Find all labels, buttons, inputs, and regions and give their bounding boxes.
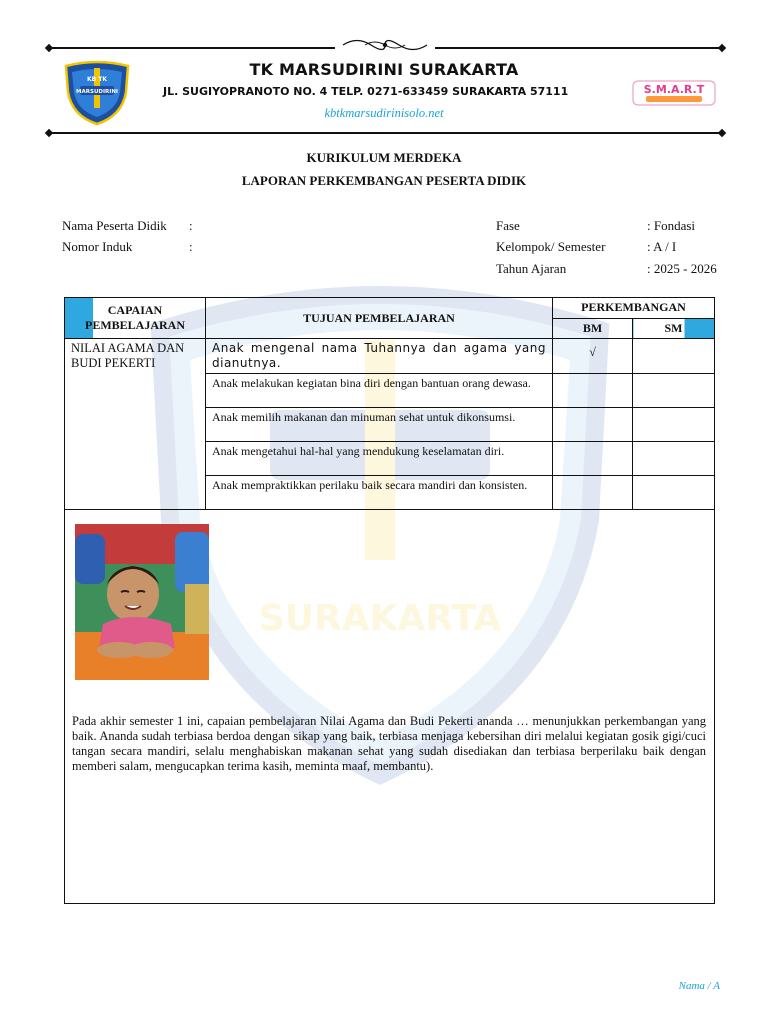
check-sm-row-3: [633, 408, 715, 442]
capaian-value: NILAI AGAMA DAN BUDI PEKERTI: [65, 339, 206, 510]
report-title: LAPORAN PERKEMBANGAN PESERTA DIDIK: [241, 173, 527, 188]
goal-row-1: Anak mengenal nama Tuhannya dan agama yang dianutnya.: [206, 339, 553, 374]
student-photo: [75, 524, 209, 680]
tahun-label: Tahun Ajaran: [496, 261, 567, 276]
check-bm-row-3: [553, 408, 633, 442]
nis-separator: :: [189, 239, 193, 254]
header-capaian: CAPAIAN PEMBELAJARAN: [65, 298, 206, 339]
check-sm-row-4: [633, 442, 715, 476]
school-name: TK MARSUDIRINI SURAKARTA: [249, 60, 519, 79]
header-perkembangan: PERKEMBANGAN: [553, 298, 715, 319]
goal-row-5: Anak mempraktikkan perilaku baik secara mandiri dan konsisten.: [206, 476, 553, 510]
goal-row-3: Anak memilih makanan dan minuman sehat untuk dikonsumsi.: [206, 408, 553, 442]
bottom-rule-left-dot: [45, 129, 53, 137]
name-separator: :: [189, 218, 193, 233]
check-sm-row-5: [633, 476, 715, 510]
check-bm-row-1: √: [553, 339, 633, 374]
fase-label: Fase: [496, 218, 520, 233]
description-cell: [65, 510, 715, 904]
fase-value: : Fondasi: [647, 218, 696, 233]
top-rule-right-dot: [718, 44, 726, 52]
svg-text:S.M.A.R.T: S.M.A.R.T: [643, 83, 705, 96]
check-bm-row-4: [553, 442, 633, 476]
development-table: [64, 297, 715, 904]
bottom-rule-right-dot: [718, 129, 726, 137]
top-rule-left-dot: [45, 44, 53, 52]
watermark-text: SURAKARTA: [258, 598, 502, 639]
footer-text: Nama / A: [678, 980, 720, 992]
check-sm-row-1: [633, 339, 715, 374]
header-tujuan: TUJUAN PEMBELAJARAN: [206, 298, 553, 339]
header-sm: SM: [633, 318, 715, 339]
bottom-rule: [48, 132, 724, 134]
header-bm: BM: [553, 318, 633, 339]
check-sm-row-2: [633, 374, 715, 408]
school-website-link[interactable]: kbtkmarsudirinisolo.net: [324, 106, 444, 120]
svg-text:KB TK: KB TK: [86, 76, 108, 83]
goal-row-4: Anak mengetahui hal-hal yang mendukung keselamatan diri.: [206, 442, 553, 476]
school-address: JL. SUGIYOPRANOTO NO. 4 TELP. 0271-633459 SURAKARTA 57111: [163, 85, 569, 98]
ornament-icon: [335, 36, 435, 54]
kelompok-label: Kelompok/ Semester: [496, 239, 606, 254]
name-label: Nama Peserta Didik: [62, 218, 167, 233]
narrative-text: Pada akhir semester 1 ini, capaian pembelajaran Nilai Agama dan Budi Pekerti ananda … menunjukkan perkembangan yang baik. Ananda sudah terbiasa berdoa dengan sikap yang baik, terbiasa menjaga kebersihan diri melalui kegiatan gosik gigi/cuci tangan secara mandiri, selalu menghabiskan makanan sehat yang sudah disediakan dan terbiasa berperilaku baik dengan memberi salam, mengucapkan terima kasih, meminta maaf, membantu).: [72, 714, 706, 773]
nis-label: Nomor Induk: [62, 239, 133, 254]
curriculum-title: KURIKULUM MERDEKA: [306, 150, 462, 165]
kelompok-value: : A / I: [647, 239, 677, 254]
check-bm-row-2: [553, 374, 633, 408]
svg-text:MARSUDIRINI: MARSUDIRINI: [76, 89, 118, 95]
tahun-value: : 2025 - 2026: [647, 261, 717, 276]
goal-row-2: Anak melakukan kegiatan bina diri dengan bantuan orang dewasa.: [206, 374, 553, 408]
check-bm-row-5: [553, 476, 633, 510]
smart-badge-icon: [632, 80, 716, 106]
